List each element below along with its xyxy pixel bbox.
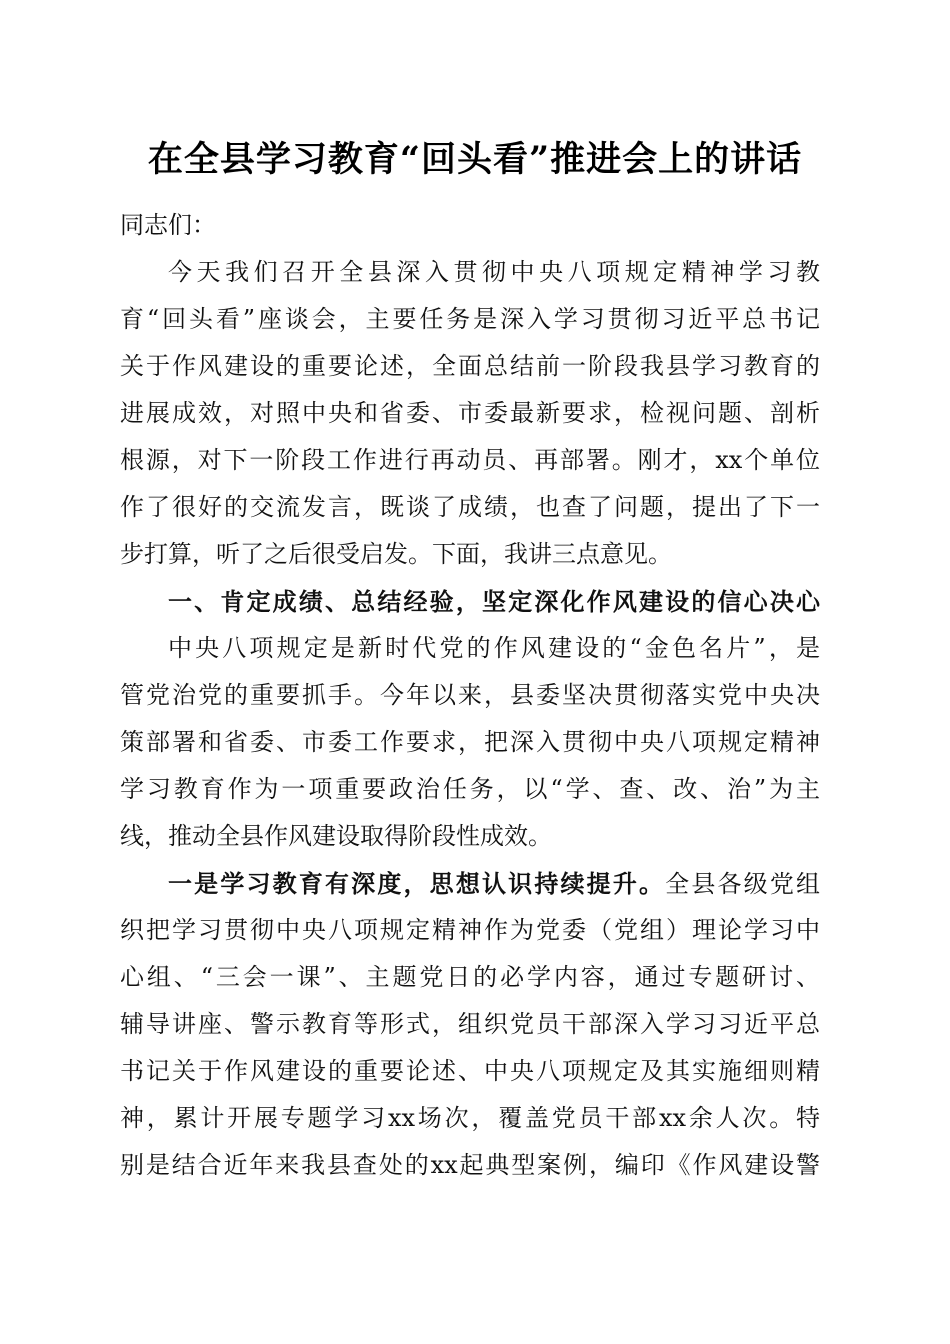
- paragraph-line: 神，累计开展专题学习xx场次，覆盖党员干部xx余人次。特: [120, 1104, 820, 1132]
- paragraph-line: 别是结合近年来我县查处的xx起典型案例，编印《作风建设警: [120, 1151, 820, 1179]
- paragraph-line: 进展成效，对照中央和省委、市委最新要求，检视问题、剖析: [120, 399, 820, 427]
- paragraph-line: 中央八项规定是新时代党的作风建设的“金色名片”，是: [168, 634, 820, 662]
- paragraph-line: 织把学习贯彻中央八项规定精神作为党委（党组）理论学习中: [120, 916, 820, 944]
- section-heading: 一、肯定成绩、总结经验，坚定深化作风建设的信心决心: [168, 587, 820, 616]
- paragraph-lead-bold: 一是学习教育有深度，思想认识持续提升。: [168, 869, 666, 898]
- paragraph-line: 今天我们召开全县深入贯彻中央八项规定精神学习教: [168, 258, 820, 286]
- paragraph-line: 策部署和省委、市委工作要求，把深入贯彻中央八项规定精神: [120, 728, 820, 756]
- paragraph-line: 学习教育作为一项重要政治任务，以“学、查、改、治”为主: [120, 775, 820, 803]
- paragraph-line: 线，推动全县作风建设取得阶段性成效。: [120, 822, 552, 850]
- paragraph-line: 关于作风建设的重要论述，全面总结前一阶段我县学习教育的: [120, 352, 820, 380]
- salutation: 同志们：: [120, 211, 216, 239]
- document-title: 在全县学习教育“回头看”推进会上的讲话: [147, 139, 803, 180]
- paragraph-line: 心组、“三会一课”、主题党日的必学内容，通过专题研讨、: [120, 963, 820, 991]
- paragraph-lead-rest: 全县各级党组: [665, 870, 821, 898]
- paragraph-line: 管党治党的重要抓手。今年以来，县委坚决贯彻落实党中央决: [120, 681, 820, 709]
- paragraph-line: 步打算，听了之后很受启发。下面，我讲三点意见。: [120, 540, 672, 568]
- paragraph-line: [168, 860, 820, 907]
- paragraph-line: 辅导讲座、警示教育等形式，组织党员干部深入学习习近平总: [120, 1010, 820, 1038]
- paragraph-line: 根源，对下一阶段工作进行再动员、再部署。刚才，xx个单位: [120, 446, 820, 474]
- paragraph-line: 书记关于作风建设的重要论述、中央八项规定及其实施细则精: [120, 1057, 820, 1085]
- paragraph-line: 作了很好的交流发言，既谈了成绩，也查了问题，提出了下一: [120, 493, 820, 521]
- paragraph-line: 育“回头看”座谈会，主要任务是深入学习贯彻习近平总书记: [120, 305, 820, 333]
